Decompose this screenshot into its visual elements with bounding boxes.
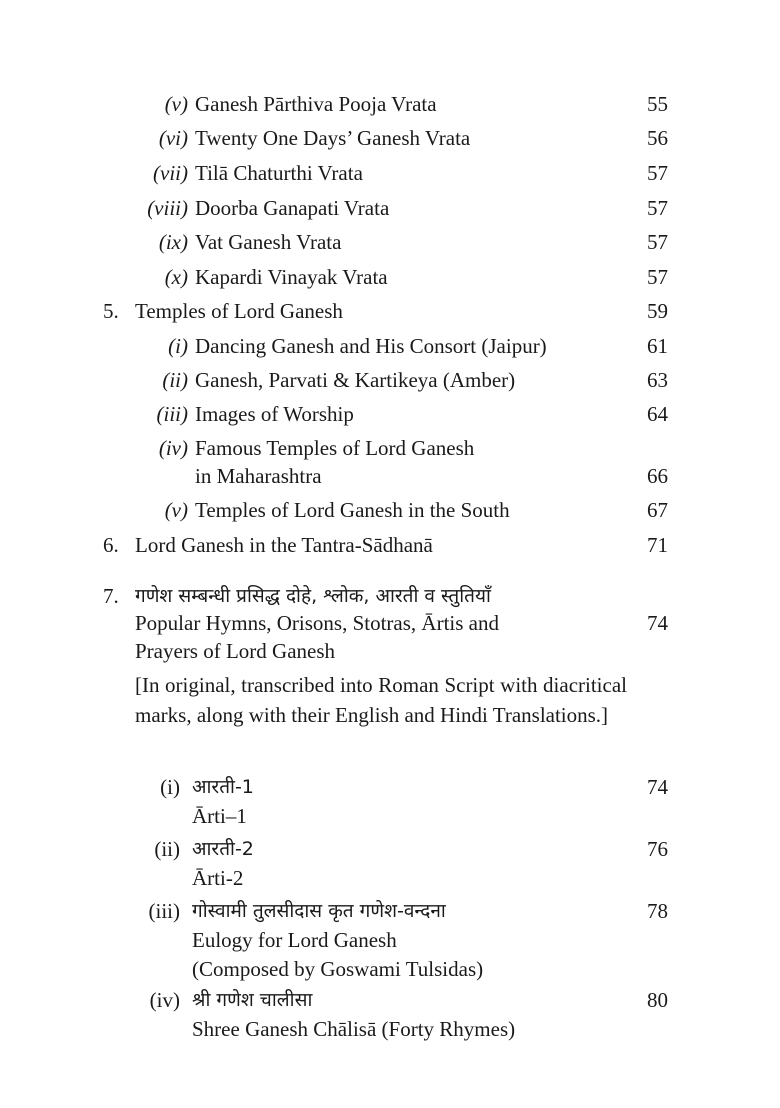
entry-title-hindi: गोस्वामी तुलसीदास कृत गणेश-वन्दना [192, 900, 446, 922]
page-number: 57 [647, 161, 668, 185]
chapter-number: 5. [103, 299, 119, 323]
toc-entry-continuation [0, 799, 780, 833]
entry-title: Doorba Ganapati Vrata [195, 196, 390, 220]
entry-title: Ganesh, Parvati & Kartikeya (Amber) [195, 368, 516, 392]
entry-title: Dancing Ganesh and His Consort (Jaipur) [195, 334, 547, 358]
entry-title-english: Eulogy for Lord Ganesh [192, 928, 397, 952]
entry-number: (v) [164, 498, 188, 522]
chapter-title-hindi: गणेश सम्बन्धी प्रसिद्ध दोहे, श्लोक, आरती व स्तुतियाँ [135, 585, 491, 607]
entry-number: (i) [160, 775, 180, 799]
entry-number: (viii) [147, 196, 188, 220]
entry-number: (x) [164, 265, 188, 289]
entry-number: (v) [164, 92, 188, 116]
chapter-title-line1: Popular Hymns, Orisons, Stotras, Ārtis and [135, 611, 499, 635]
page-number: 64 [647, 402, 668, 426]
entry-number: (i) [168, 334, 188, 358]
entry-title-english: Shree Ganesh Chālisā (Forty Rhymes) [192, 1017, 516, 1041]
entry-title-english: Ārti-2 [192, 866, 244, 890]
entry-title-hindi: श्री गणेश चालीसा [192, 989, 313, 1011]
toc-entry [0, 363, 780, 397]
entry-number: (vi) [158, 126, 188, 150]
entry-title: Vat Ganesh Vrata [195, 230, 342, 254]
page-number: 78 [647, 899, 668, 923]
toc-entry [0, 493, 780, 527]
entry-number: (iv) [158, 436, 188, 460]
page-number: 80 [647, 988, 668, 1012]
entry-title: Images of Worship [195, 402, 354, 426]
toc-chapter-continuation [0, 634, 780, 668]
page-number: 66 [647, 464, 668, 488]
toc-entry [0, 329, 780, 363]
entry-title: Ganesh Pārthiva Pooja Vrata [195, 92, 437, 116]
toc-entry [0, 225, 780, 259]
page-number: 76 [647, 837, 668, 861]
toc-entry [0, 397, 780, 431]
toc-chapter [0, 294, 780, 328]
page-number: 57 [647, 196, 668, 220]
toc-entry-continuation [0, 952, 780, 986]
page-number: 59 [647, 299, 668, 323]
entry-title: Kapardi Vinayak Vrata [195, 265, 388, 289]
page-number: 71 [647, 533, 668, 557]
page-number: 74 [647, 775, 668, 799]
entry-title-english: Ārti–1 [192, 804, 247, 828]
entry-title: Famous Temples of Lord Ganesh [195, 436, 475, 460]
page-number: 55 [647, 92, 668, 116]
toc-entry [0, 87, 780, 121]
chapter-number: 7. [103, 584, 119, 608]
page-number: 57 [647, 230, 668, 254]
chapter-title-line2: Prayers of Lord Ganesh [135, 639, 336, 663]
entry-title-english-line2: (Composed by Goswami Tulsidas) [192, 957, 484, 981]
toc-entry-continuation [0, 861, 780, 895]
page-number: 74 [647, 611, 668, 635]
toc-entry [0, 191, 780, 225]
entry-title: Temples of Lord Ganesh in the South [195, 498, 510, 522]
toc-entry [0, 260, 780, 294]
toc-chapter [0, 528, 780, 562]
entry-title-hindi: आरती-2 [192, 838, 254, 860]
entry-title-line2: in Maharashtra [195, 464, 322, 488]
chapter-number: 6. [103, 533, 119, 557]
entry-number: (ix) [158, 230, 188, 254]
entry-number: (iii) [156, 402, 188, 426]
entry-number: (ii) [162, 368, 188, 392]
chapter-note: [In original, transcribed into Roman Script with diacritical marks, along with their English and Hindi Translations.] [135, 673, 627, 727]
entry-number: (vii) [153, 161, 188, 185]
entry-number: (iv) [149, 988, 180, 1012]
toc-entry-continuation [0, 459, 780, 493]
page-number: 61 [647, 334, 668, 358]
page-number: 67 [647, 498, 668, 522]
entry-title: Tilā Chaturthi Vrata [195, 161, 363, 185]
chapter-title: Lord Ganesh in the Tantra-Sādhanā [135, 533, 433, 557]
chapter-title: Temples of Lord Ganesh [135, 299, 343, 323]
toc-entry [0, 121, 780, 155]
page-number: 57 [647, 265, 668, 289]
toc-entry [0, 156, 780, 190]
entry-title-hindi: आरती-1 [192, 776, 254, 798]
entry-title: Twenty One Days’ Ganesh Vrata [195, 126, 471, 150]
entry-number: (ii) [154, 837, 180, 861]
page-number: 63 [647, 368, 668, 392]
page-number: 56 [647, 126, 668, 150]
entry-number: (iii) [148, 899, 180, 923]
toc-entry-continuation [0, 1012, 780, 1046]
